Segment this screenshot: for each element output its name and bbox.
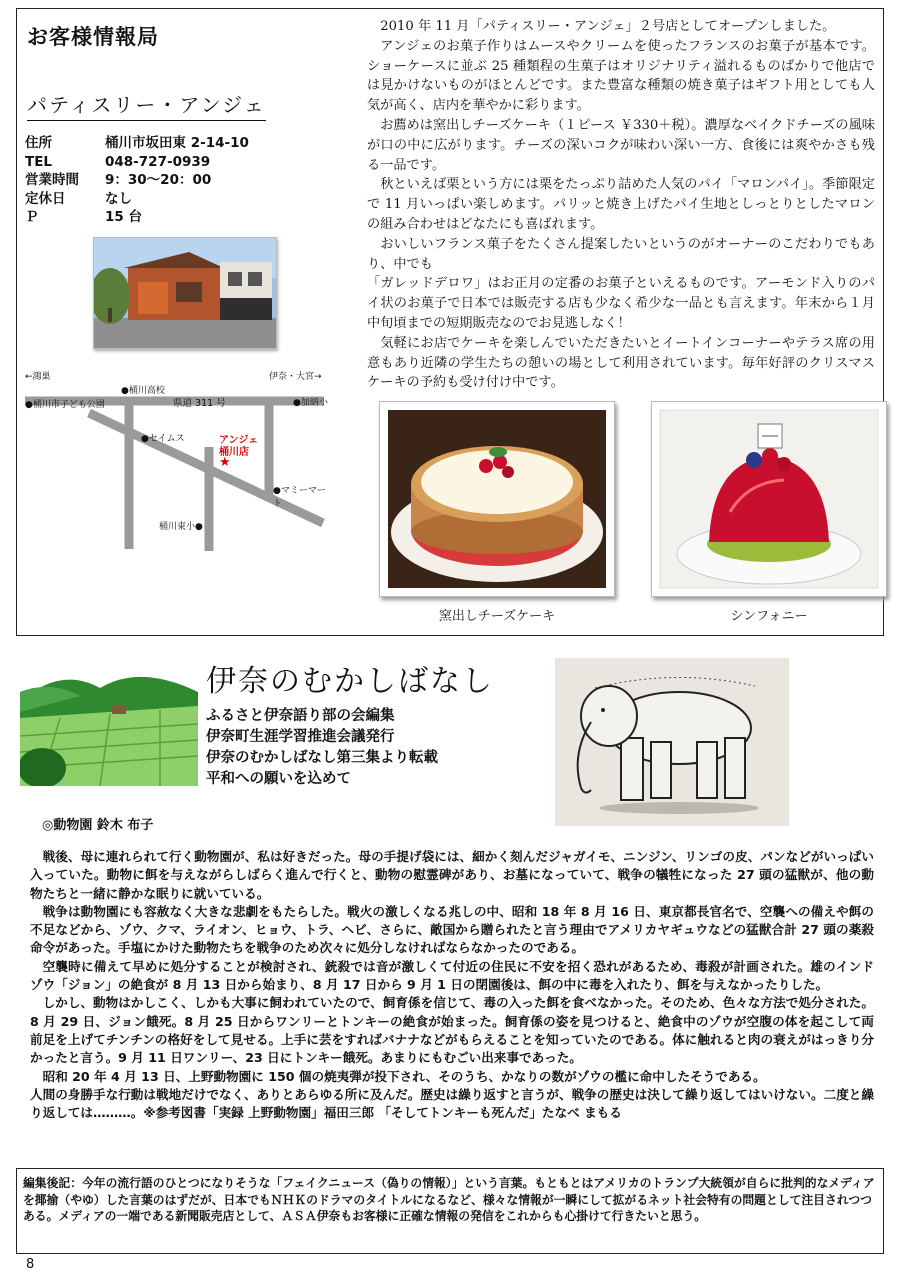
cheesecake-image xyxy=(380,402,614,596)
story-para: 昭和 20 年 4 月 13 日、上野動物園に 150 個の焼夷弾が投下され、そのうち、かなりの数がゾウの檻に命中したそうである。 xyxy=(42,1068,766,1084)
shop-article xyxy=(367,17,875,393)
map-label-konosu: ←鴻巣 xyxy=(25,372,51,382)
info-key: TEL xyxy=(25,153,53,170)
map-label-kanoushou: ●加納小 xyxy=(293,398,328,408)
symphony-cake-photo xyxy=(651,401,887,597)
shop-name: パティスリー・アンジェ xyxy=(27,89,266,121)
story-subtitle-line: 伊奈のむかしばなし第三集より転載 xyxy=(206,750,438,766)
info-value: 9：30～20：00 xyxy=(105,172,212,188)
article-para: 2010 年 11 月「パティスリー・アンジェ」２号店としてオープンしました。 xyxy=(380,19,836,34)
landscape-image xyxy=(20,662,198,786)
elephant-image xyxy=(555,658,789,826)
story-subtitle xyxy=(206,706,438,790)
map-label-higashisho: 桶川東小● xyxy=(159,522,203,532)
info-key: Ｐ xyxy=(25,209,39,225)
map-label-okegawa-high: ●桶川高校 xyxy=(121,386,165,396)
map-label-shop-branch: 桶川店 xyxy=(219,447,249,458)
info-key: 住所 xyxy=(25,135,52,151)
map-label-route: 県道 311 号 xyxy=(173,398,226,409)
article-para: 気軽にお店でケーキを楽しんでいただきたいとイートインコーナーやテラス席の用意もあり近隣の学生たちの憩いの場として利用されています。毎年好評のクリスマスケーキの予約も受け付け中です。 xyxy=(367,335,875,391)
story-author: ◎動物園 鈴木 布子 xyxy=(42,818,154,833)
story-para: 人間の身勝手な行動は戦地だけでなく、ありとあらゆる所に及んだ。歴史は繰り返すと言うが、戦争の歴史は決して繰り返してはいけない。二度と繰り返しては………。※参考図書「実録 上野動物園」福田三郎 「そしてトンキーも死んだ」たなべ まもる xyxy=(30,1086,874,1121)
info-row-hours xyxy=(25,171,249,190)
story-subtitle-line: ふるさと伊奈語り部の会編集 xyxy=(206,708,395,724)
story-para: 戦争は動物園にも容赦なく大きな悲劇をもたらした。戦火の激しくなる兆しの中、昭和 18 年 8 月 16 日、東京都長官名で、空襲への備えや餌の不足などから、ゾウ、クマ、ライオン、ヒョウ、トラ、ヘビ、さらに、敵国から贈られたと言う理由でアメリカヤギュウなどの猛獣合計 27 頭の薬殺命令があった。手塩にかけた動物たちを戦争のため次々に処分しなければならなかったのである。 xyxy=(30,903,874,956)
story-subtitle-line: 伊奈町生涯学習推進会議発行 xyxy=(206,729,395,745)
cake-caption: 窯出しチーズケーキ xyxy=(438,609,556,624)
info-row-holiday xyxy=(25,190,249,209)
story-para: 戦後、母に連れられて行く動物園が、私は好きだった。母の手提げ袋には、細かく刻んだジャガイモ、ニンジン、リンゴの皮、パンなどがいっぱい入っていた。動物に餌を与えながらしばらく進んで行くと、動物の慰霊碑があり、お墓になっていて、戦争の犠牲になった 27 頭の猛獣が、他の動物たちと一緒に静かな眠りに就いている。 xyxy=(30,849,874,901)
map-label-seimusu: ●セイムス xyxy=(141,434,185,444)
info-key: 定休日 xyxy=(25,190,66,207)
article-para: おいしいフランス菓子をたくさん提案したいというのがオーナーのこだわりでもあり、中でも xyxy=(367,236,875,272)
map-shop-star-icon: ★ xyxy=(219,455,231,470)
story-para: 空襲時に備えて早めに処分することが検討され、銃殺では音が激しくて付近の住民に不安を招く恐れがあるため、毒殺が計画された。雄のインドゾウ「ジョン」の絶食が 8 月 13 日から始まり、8 月 17 日から 9 月 1 日の閉園後は、餌の中に毒を入れたり、餌を与えなかったりした。 xyxy=(30,958,874,993)
info-row-tel xyxy=(25,153,249,172)
story-subtitle-line: 平和への願いを込めて xyxy=(206,771,351,787)
map-label-mamy: ●マミーマート xyxy=(273,486,326,509)
info-key: 営業時間 xyxy=(25,172,79,188)
story-para: しかし、動物はかしこく、しかも大事に飼われていたので、飼育係を信じて、毒の入った餌を食べなかった。そのため、色々な方法で処分された。8 月 29 日、ジョン餓死。8 月 25 日からワンリーとトンキーの絶食が始まった。飼育係の姿を見つけると、絶食中のゾウが空腹の体を起こして両前足を上げてチンチンの格好をして見せる。上手に芸をすればバナナなどがもらえることを知っていたのである。体に触れると肉の衰えがはっきり分かったと言う。9 月 11 日ワンリー、23 日にトンキー餓死。あまりにもむごい出来事であった。 xyxy=(30,995,874,1066)
info-value: 桶川市坂田東 2-14-10 xyxy=(105,135,249,151)
cheesecake-photo xyxy=(379,401,615,597)
map-label-shop: アンジェ xyxy=(219,435,259,446)
story-body xyxy=(30,848,874,1122)
landscape-illustration xyxy=(20,662,198,786)
shop-info-list xyxy=(25,134,249,227)
elephant-illustration xyxy=(555,658,789,826)
info-value: 15 台 xyxy=(105,209,142,225)
story-title: 伊奈のむかしばなし xyxy=(206,664,494,699)
shop-info-box xyxy=(16,8,884,636)
article-para: 秋といえば栗という方には栗をたっぷり詰めた人気のパイ「マロンパイ」。季節限定で 11 月いっぱい楽しめます。パリッと焼き上げたパイ生地としっとりとしたマロンの組み合わせはどなたにも喜ばれます。 xyxy=(367,177,875,232)
cake-caption: シンフォニー xyxy=(730,609,808,624)
shop-building-image xyxy=(94,238,276,348)
info-row-parking xyxy=(25,208,249,227)
shop-map xyxy=(23,361,329,559)
editor-note: 編集後記：今年の流行語のひとつになりそうな「フェイクニュース（偽りの情報）」という言葉。もともとはアメリカのトランプ大統領が自らに批判的なメディアを揶揄（やゆ）した言葉のはずだが、日本でもＮＨＫのドラマのタイトルになるなど、様々な情報が一瞬にして拡がるネット社会特有の問題として注目されつつある。メディアの一端である新聞販売店として、ＡＳＡ伊奈もお客様に正確な情報の発信をこれからも心掛けて行きたいと思う。 xyxy=(16,1168,884,1254)
section-title: お客様情報局 xyxy=(27,25,159,49)
info-row-address xyxy=(25,134,249,153)
map-label-ina: 伊奈・大宮→ xyxy=(269,372,322,382)
shop-photo xyxy=(93,237,277,349)
page-number: 8 xyxy=(26,1257,35,1272)
article-para: アンジェのお菓子作りはムースやクリームを使ったフランスのお菓子が基本です。ショーケースに並ぶ 25 種類程の生菓子はオリジナリティ溢れるものばかりで他店では見かけないものがほとんどです。また豊富な種類の焼き菓子はギフト用としても人気が高く、店内を華やかに彩ります。 xyxy=(367,38,875,114)
symphony-cake-image xyxy=(652,402,886,596)
map-label-kids-park: ●桶川市子ども公園 xyxy=(25,400,105,410)
info-value: 048-727-0939 xyxy=(105,153,211,170)
article-para: 「ガレッドデロワ」はお正月の定番のお菓子といえるものです。アーモンド入りのパイ状のお菓子で日本では販売する店も少なく希少な一品とも言えます。年末から１月中旬頃までの短期販売なのでお見逃しなく！ xyxy=(367,276,875,331)
article-para: お薦めは窯出しチーズケーキ（１ピース ￥330＋税）。濃厚なベイクドチーズの風味が口の中に広がります。チーズの深いコクが味わい深い一方、食後には爽やかさも残る一品です。 xyxy=(367,117,875,173)
info-value: なし xyxy=(105,190,132,207)
